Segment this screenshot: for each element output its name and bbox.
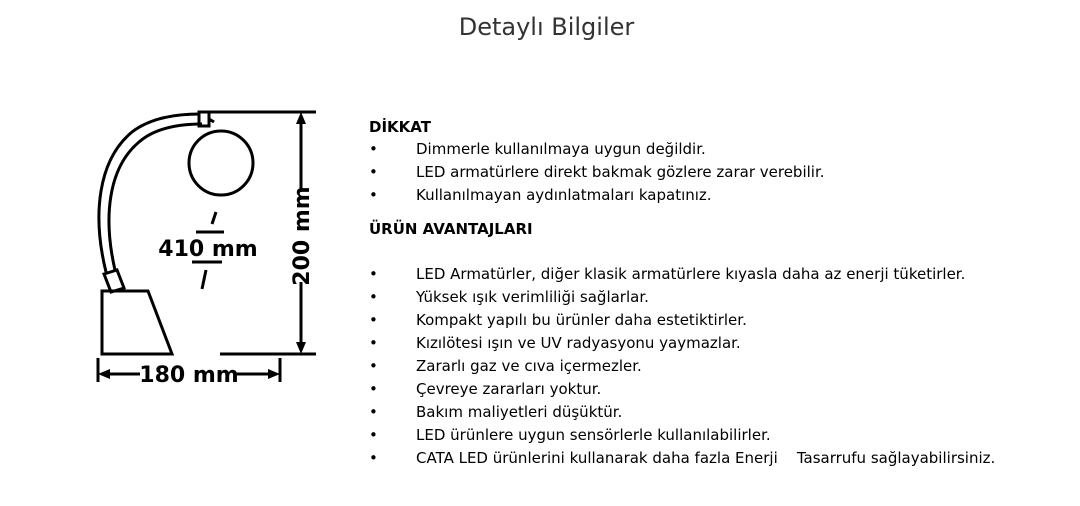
diameter-arrow-bottom [202, 270, 206, 289]
dikkat-list [369, 138, 1069, 207]
list-item-text: Kullanılmayan aydınlatmaları kapatınız. [416, 186, 712, 204]
avantajlar-heading: ÜRÜN AVANTAJLARI [369, 220, 533, 238]
bullet-icon: • [369, 426, 378, 444]
list-item [369, 138, 1069, 161]
list-item-text: Bakım maliyetleri düşüktür. [416, 403, 623, 421]
list-item-text: Kompakt yapılı bu ürünler daha estetiktirler. [416, 311, 747, 329]
list-item-text: Yüksek ışık verimliliği sağlarlar. [416, 288, 649, 306]
bullet-icon: • [369, 288, 378, 306]
list-item [369, 286, 1069, 309]
list-item-text: Dimmerle kullanılmaya uygun değildir. [416, 140, 706, 158]
bullet-icon: • [369, 449, 378, 467]
list-item-text: CATA LED ürünlerini kullanarak daha fazla Enerji Tasarrufu sağlayabilirsiniz. [416, 449, 996, 467]
list-item [369, 309, 1069, 332]
list-item-text: Zararlı gaz ve cıva içermezler. [416, 357, 642, 375]
bullet-icon: • [369, 403, 378, 421]
dikkat-heading: DİKKAT [369, 118, 431, 136]
list-item-text: LED ürünlere uygun sensörlerle kullanılabilirler. [416, 426, 771, 444]
list-item [369, 424, 1069, 447]
height-arrow-bottom [296, 342, 306, 354]
dimension-diameter-label: 410 mm [158, 237, 258, 262]
lamp-head-connector [199, 112, 209, 126]
dimension-width-label: 180 mm [139, 363, 239, 388]
list-item-text: LED Armatürler, diğer klasik armatürlere kıyasla daha az enerji tüketirler. [416, 265, 966, 283]
list-item [369, 378, 1069, 401]
bullet-icon: • [369, 140, 378, 158]
lamp-neck-connector [104, 270, 124, 292]
bullet-icon: • [369, 186, 378, 204]
height-arrow-top [296, 112, 306, 124]
list-item [369, 401, 1069, 424]
info-panel [369, 116, 1069, 470]
diameter-arrow-top [212, 212, 216, 224]
bullet-icon: • [369, 380, 378, 398]
list-item-text: LED armatürlere direkt bakmak gözlere zarar verebilir. [416, 163, 825, 181]
list-item-text: Çevreye zararları yoktur. [416, 380, 602, 398]
bullet-icon: • [369, 357, 378, 375]
bullet-icon: • [369, 163, 378, 181]
bullet-icon: • [369, 311, 378, 329]
list-item [369, 161, 1069, 184]
list-item [369, 332, 1069, 355]
list-item [369, 263, 1069, 286]
lamp-dimension-diagram [90, 100, 330, 400]
width-arrow-right [268, 369, 280, 379]
lamp-base-shape [102, 291, 172, 354]
lamp-head-circle [189, 131, 253, 195]
bullet-icon: • [369, 265, 378, 283]
list-item-text: Kızılötesi ışın ve UV radyasyonu yaymazlar. [416, 334, 741, 352]
width-arrow-left [98, 369, 110, 379]
list-item [369, 447, 1069, 470]
list-item [369, 184, 1069, 207]
page-title: Detaylı Bilgiler [458, 13, 635, 41]
avantajlar-list [369, 263, 1069, 470]
list-item [369, 355, 1069, 378]
dimension-height-label: 200 mm [290, 186, 315, 286]
bullet-icon: • [369, 334, 378, 352]
